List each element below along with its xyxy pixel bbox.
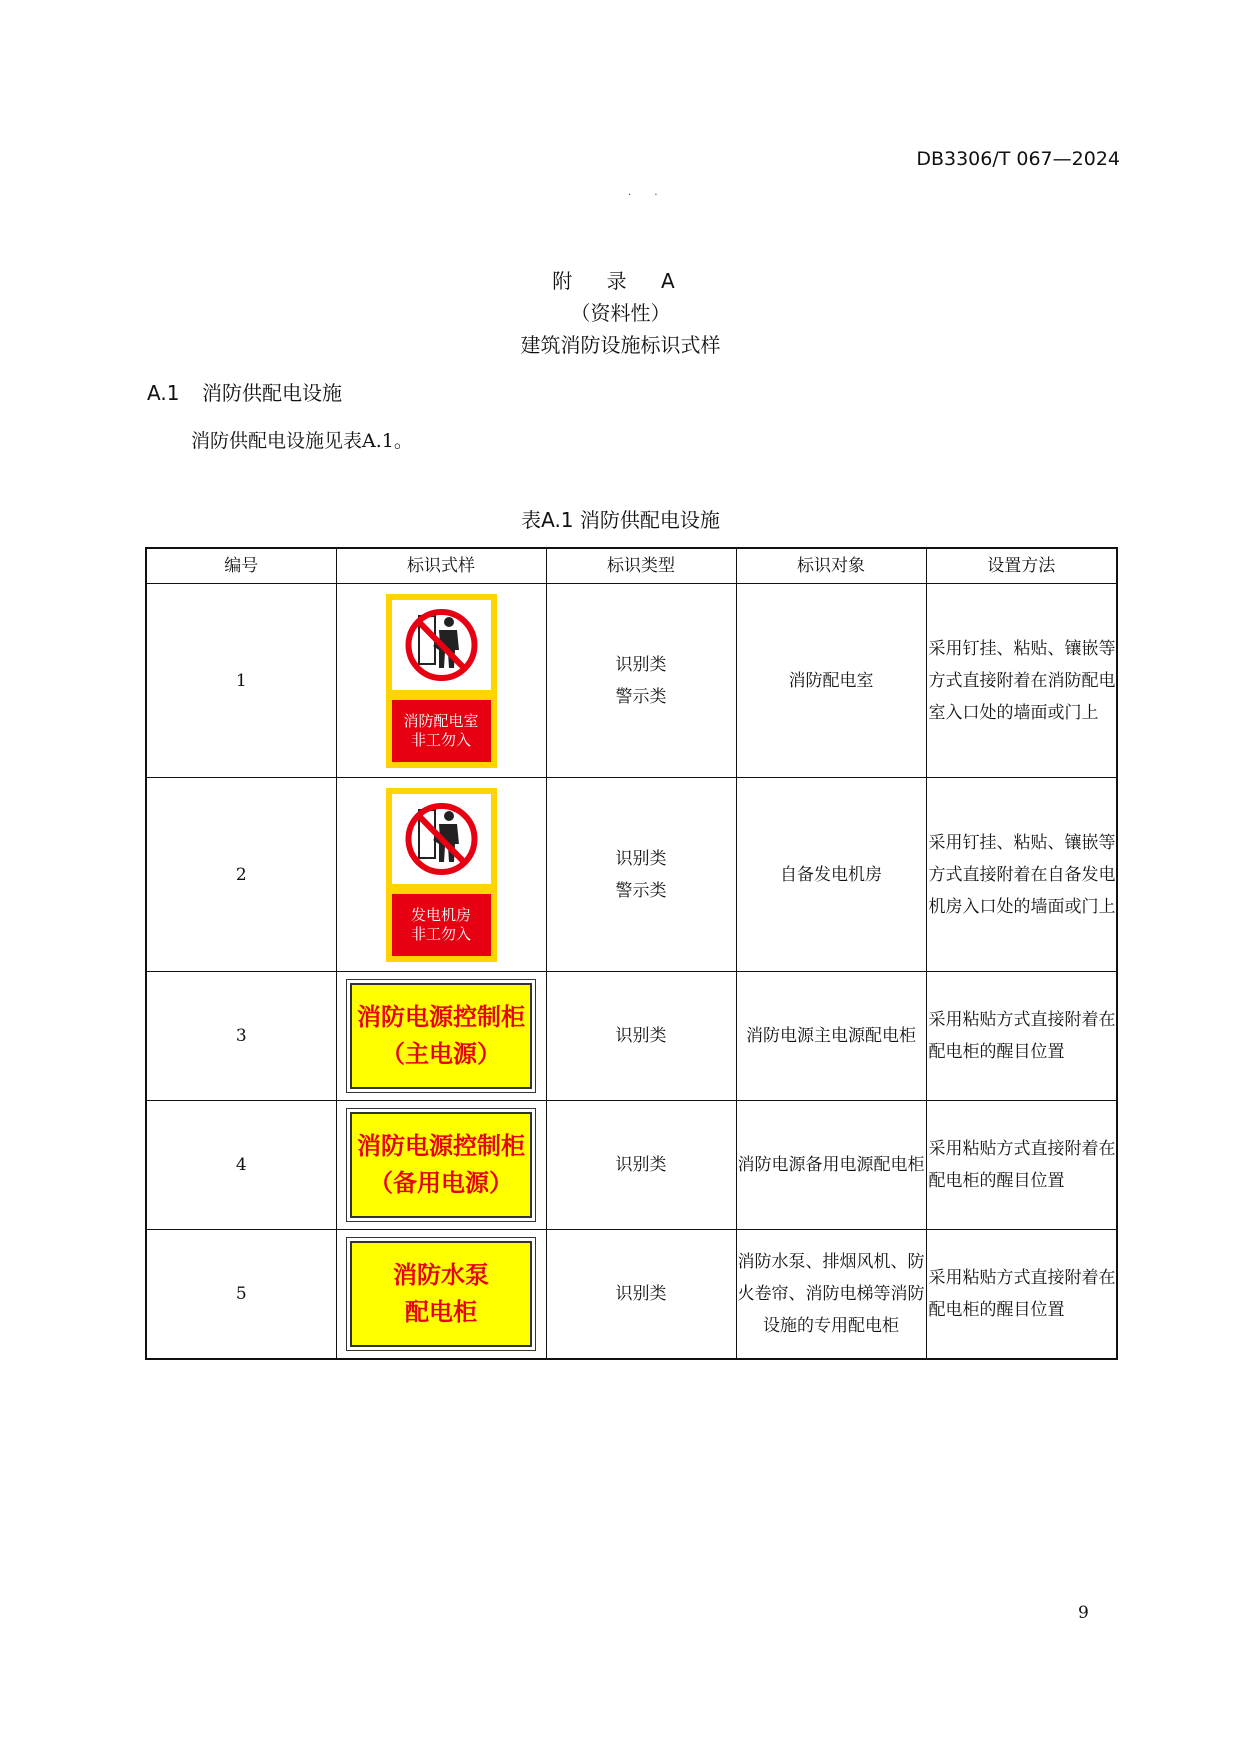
cell-sign [336,778,546,972]
table-row [146,1101,1117,1230]
label-line2: （备用电源） [369,1169,513,1197]
type-line1: 识别类 [615,848,667,869]
cell-method: 采用钉挂、粘贴、镶嵌等方式直接附着在消防配电室入口处的墙面或门上 [926,584,1117,778]
header-no: 编号 [146,548,336,584]
yellow-label-sign [346,1108,536,1222]
cell-object: 消防电源备用电源配电柜 [736,1101,926,1230]
section-title: 消防供配电设施 [202,381,342,405]
cell-sign [336,972,546,1101]
page-number: 9 [1078,1603,1089,1623]
cell-object: 消防电源主电源配电柜 [736,972,926,1101]
cell-object: 消防水泵、排烟风机、防火卷帘、消防电梯等消防设施的专用配电柜 [736,1230,926,1359]
cell-type: 识别类 [546,1101,736,1230]
cell-no: 3 [146,972,336,1101]
no-entry-person-icon [399,606,484,684]
sign-text-box [392,894,491,956]
header-method: 设置方法 [926,548,1117,584]
label-line1: 消防电源控制柜 [357,1132,525,1160]
header-object: 标识对象 [736,548,926,584]
cell-sign [336,1101,546,1230]
header-sign: 标识式样 [336,548,546,584]
appendix-name: 建筑消防设施标识式样 [520,333,721,357]
section-number: A.1 [147,381,180,405]
cell-method: 采用粘贴方式直接附着在配电柜的醒目位置 [926,1101,1117,1230]
sign-line1: 消防配电室 [403,711,479,730]
cell-type [546,778,736,972]
cell-no: 5 [146,1230,336,1359]
yellow-label-sign [346,1237,536,1351]
section-heading [147,377,342,406]
cell-method: 采用粘贴方式直接附着在配电柜的醒目位置 [926,972,1117,1101]
cell-sign [336,1230,546,1359]
prohibition-sign [386,594,497,768]
cell-sign [336,584,546,778]
type-line2: 警示类 [615,880,667,901]
header-type: 标识类型 [546,548,736,584]
cell-type: 识别类 [546,972,736,1101]
sign-line2: 非工勿入 [410,924,471,943]
cell-type: 识别类 [546,1230,736,1359]
type-line1: 识别类 [615,654,667,675]
table-caption: 表A.1 消防供配电设施 [521,508,720,532]
sign-line2: 非工勿入 [410,730,471,749]
label-line2: 配电柜 [405,1297,477,1326]
label-line1: 消防电源控制柜 [357,1003,525,1031]
header-dots: · · [628,190,668,201]
cell-method: 采用粘贴方式直接附着在配电柜的醒目位置 [926,1230,1117,1359]
table-row [146,1230,1117,1359]
cell-method: 采用钉挂、粘贴、镶嵌等方式直接附着在自备发电机房入口处的墙面或门上 [926,778,1117,972]
cell-object: 消防配电室 [736,584,926,778]
no-entry-person-icon [399,800,484,878]
cell-type [546,584,736,778]
section-text: 消防供配电设施见表A.1。 [191,430,413,452]
cell-object: 自备发电机房 [736,778,926,972]
standard-number: DB3306/T 067—2024 [916,148,1120,170]
sign-line1: 发电机房 [410,905,471,924]
sign-text-box [392,700,491,762]
prohibition-sign [386,788,497,962]
table-row [146,972,1117,1101]
cell-no: 4 [146,1101,336,1230]
label-line1: 消防水泵 [393,1260,489,1289]
cell-no: 1 [146,584,336,778]
cell-no: 2 [146,778,336,972]
facility-table [145,547,1118,1360]
table-header-row [146,548,1117,584]
table-row [146,584,1117,778]
label-line2: （主电源） [381,1040,501,1068]
type-line2: 警示类 [615,686,667,707]
appendix-nature: （资料性） [570,301,671,325]
table-row [146,778,1117,972]
yellow-label-sign [346,979,536,1093]
appendix-title: 附 录 A [552,269,689,293]
